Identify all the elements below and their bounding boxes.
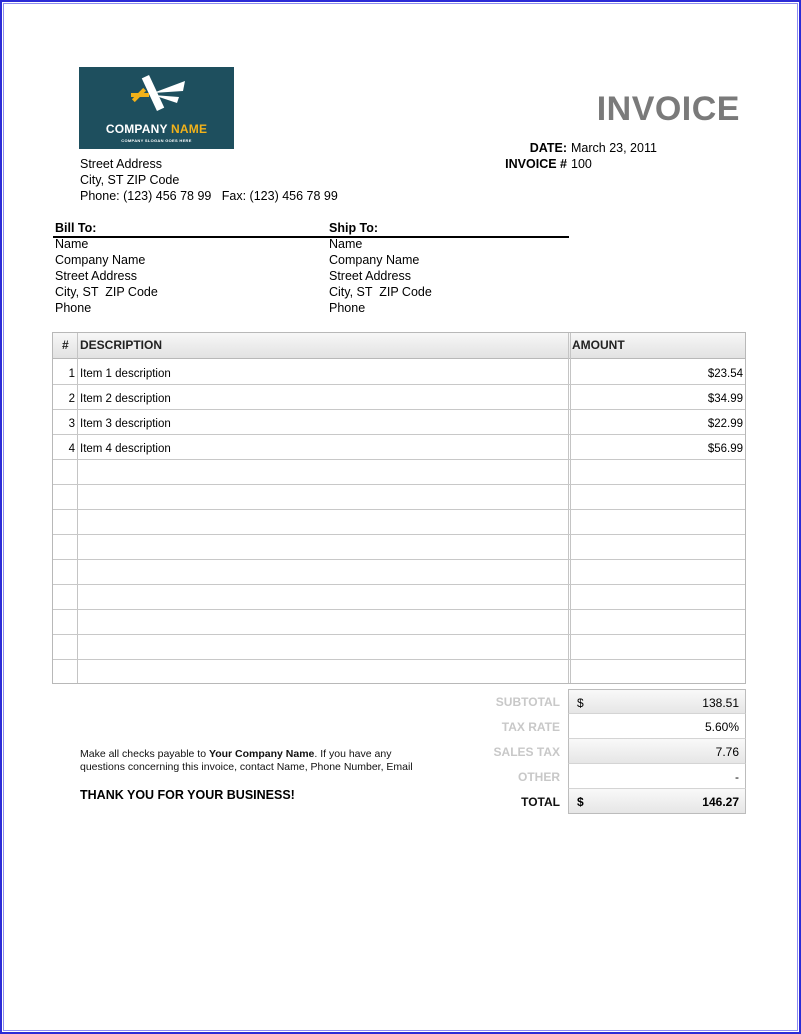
thank-you-message: THANK YOU FOR YOUR BUSINESS!: [80, 788, 295, 802]
total-value: 146.27: [702, 795, 739, 809]
subtotal-box: [568, 689, 746, 714]
payment-note: [80, 748, 420, 774]
ship-to-company: Company Name: [329, 253, 420, 267]
logo-mark-icon: [79, 67, 234, 127]
sales-tax-label: SALES TAX: [493, 745, 560, 759]
payment-note-company: Your Company Name: [208, 748, 315, 760]
other-box: [568, 764, 746, 789]
table-row: [53, 609, 745, 635]
table-row: [53, 634, 745, 660]
sender-street: Street Address: [80, 157, 162, 171]
row-amount: $56.99: [707, 443, 743, 455]
row-number: 2: [68, 393, 75, 405]
table-row: [53, 484, 745, 510]
logo-slogan: COMPANY SLOGAN GOES HERE: [121, 138, 192, 143]
sales-tax-value: 7.76: [715, 745, 739, 759]
sender-phone-fax: Phone: (123) 456 78 99 Fax: (123) 456 78 99: [80, 189, 338, 203]
subtotal-currency: $: [577, 696, 584, 710]
logo-name-part1: COMPANY: [105, 122, 168, 136]
table-row: [53, 584, 745, 610]
row-amount: $22.99: [707, 418, 743, 430]
sales-tax-box: [568, 739, 746, 764]
total-box: [568, 789, 746, 814]
bill-ship-divider: [53, 236, 569, 238]
date-value: March 23, 2011: [571, 141, 657, 155]
date-label: DATE:: [529, 141, 567, 155]
bill-to-city: City, ST ZIP Code: [55, 285, 158, 299]
other-value: -: [735, 770, 739, 784]
line-items-table: [52, 332, 746, 684]
row-number: 4: [68, 443, 75, 455]
other-label: OTHER: [518, 770, 560, 784]
bill-to-name: Name: [55, 237, 89, 251]
tax-rate-box: [568, 714, 746, 739]
table-row: [53, 534, 745, 560]
table-header: [53, 333, 745, 359]
col-header-description: DESCRIPTION: [80, 338, 163, 352]
table-row: [53, 559, 745, 585]
invoice-number-value: 100: [571, 157, 592, 171]
table-row: [53, 434, 745, 460]
bill-to-street: Street Address: [55, 269, 137, 283]
table-row: [53, 459, 745, 485]
company-logo: [79, 67, 234, 149]
table-row: [53, 409, 745, 435]
ship-to-city: City, ST ZIP Code: [329, 285, 432, 299]
total-label: TOTAL: [521, 795, 560, 809]
tax-rate-label: TAX RATE: [501, 720, 560, 734]
invoice-number-label: INVOICE #: [505, 157, 567, 171]
bill-to-phone: Phone: [55, 301, 92, 315]
row-description: Item 4 description: [80, 443, 171, 455]
logo-name-part2: NAME: [171, 122, 208, 136]
table-row: [53, 359, 745, 385]
bill-to-company: Company Name: [55, 253, 146, 267]
payment-note-text-2: . If you have any questions concerning this invoice, contact Name, Phone Number, Email: [80, 748, 413, 773]
ship-to-street: Street Address: [329, 269, 411, 283]
row-amount: $34.99: [707, 393, 743, 405]
row-number: 3: [68, 418, 75, 430]
invoice-title: INVOICE: [596, 90, 740, 128]
ship-to-name: Name: [329, 237, 363, 251]
ship-to-heading: Ship To:: [329, 221, 379, 235]
table-row: [53, 384, 745, 410]
row-number: 1: [68, 368, 75, 380]
total-currency: $: [577, 795, 584, 809]
col-header-amount: AMOUNT: [572, 338, 625, 352]
subtotal-label: SUBTOTAL: [495, 695, 560, 709]
table-row: [53, 509, 745, 535]
logo-company-name: [79, 122, 234, 136]
sender-city: City, ST ZIP Code: [80, 173, 180, 187]
table-row: [53, 659, 745, 684]
row-amount: $23.54: [707, 368, 743, 380]
bill-to-heading: Bill To:: [55, 221, 97, 235]
row-description: Item 1 description: [80, 368, 171, 380]
ship-to-phone: Phone: [329, 301, 366, 315]
tax-rate-value: 5.60%: [704, 720, 739, 734]
subtotal-value: 138.51: [702, 696, 739, 710]
row-description: Item 3 description: [80, 418, 171, 430]
payment-note-text: Make all checks payable to: [80, 748, 209, 760]
row-description: Item 2 description: [80, 393, 171, 405]
col-header-number: #: [62, 338, 69, 352]
